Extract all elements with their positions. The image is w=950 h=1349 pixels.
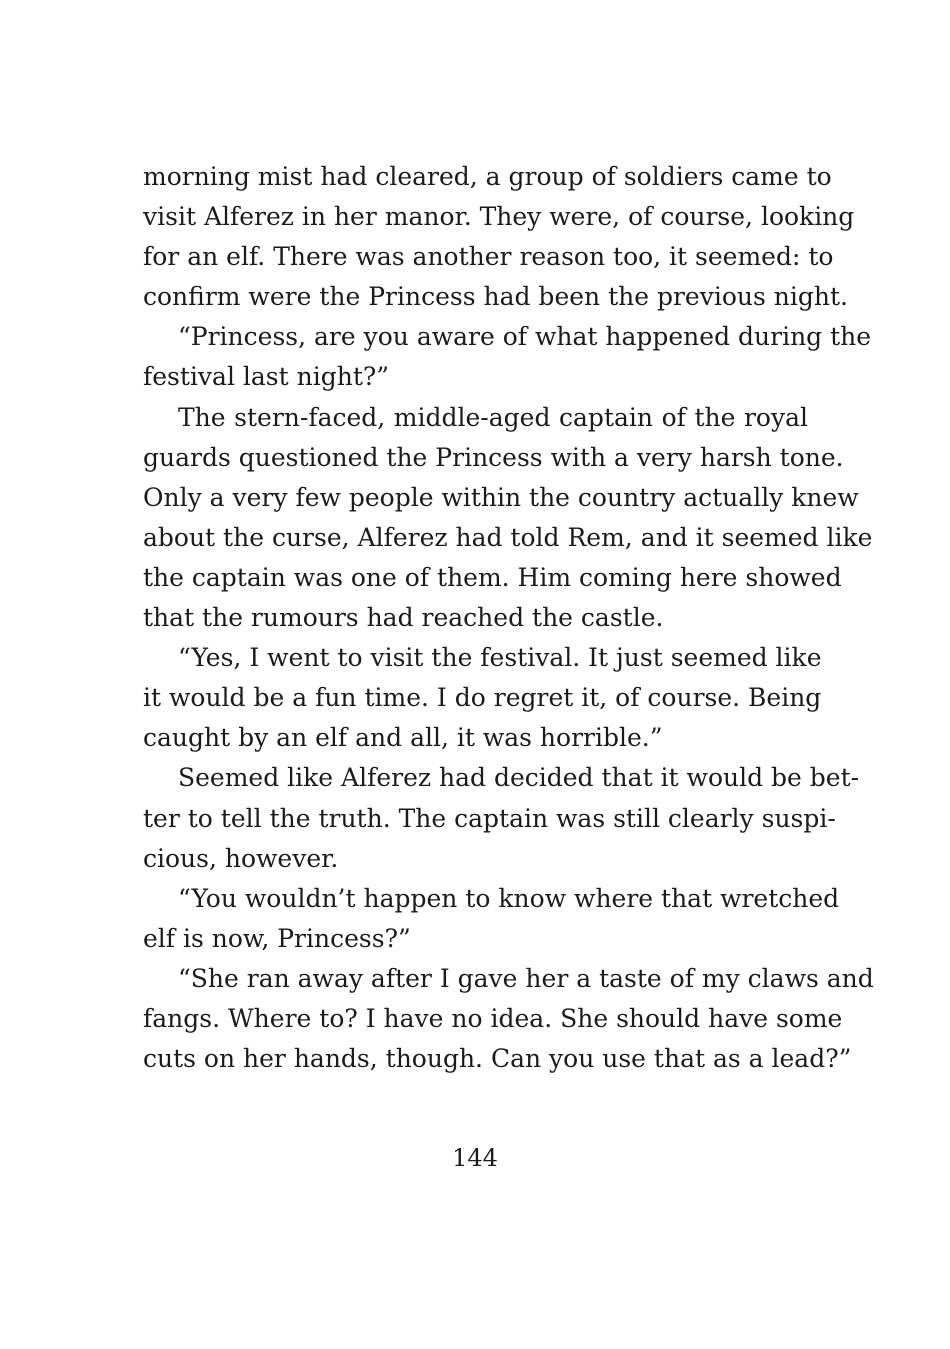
text-line: festival last night?” <box>143 362 390 392</box>
text-line: “Princess, are you aware of what happened during the <box>178 322 872 352</box>
body-text <box>143 157 874 1079</box>
text-line: cious, however. <box>143 843 339 873</box>
paragraph <box>143 959 874 1079</box>
text-line: fangs. Where to? I have no idea. She should have some <box>143 1003 843 1033</box>
paragraph <box>143 317 872 397</box>
text-line: caught by an elf and all, it was horrible.” <box>143 723 663 753</box>
text-line: visit Alferez in her manor. They were, of course, looking <box>143 202 855 232</box>
text-line: the captain was one of them. Him coming here showed <box>143 562 842 592</box>
text-line: ter to tell the truth. The captain was still clearly suspi- <box>143 803 836 833</box>
text-line: it would be a fun time. I do regret it, of course. Being <box>143 683 822 713</box>
text-line: Seemed like Alferez had decided that it would be bet- <box>178 763 860 793</box>
text-line: “You wouldn’t happen to know where that wretched <box>178 883 840 913</box>
text-line: “Yes, I went to visit the festival. It just seemed like <box>178 643 822 673</box>
paragraph <box>143 157 855 317</box>
text-line: Only a very few people within the country actually knew <box>143 482 859 512</box>
text-line: confirm were the Princess had been the previous night. <box>143 282 848 312</box>
text-line: guards questioned the Princess with a very harsh tone. <box>143 442 844 472</box>
text-line: The stern-faced, middle-aged captain of the royal <box>178 402 808 432</box>
page-number: 144 <box>452 1144 498 1172</box>
text-line: “She ran away after I gave her a taste of my claws and <box>178 963 874 993</box>
text-line: elf is now, Princess?” <box>143 923 411 953</box>
text-line: about the curse, Alferez had told Rem, and it seemed like <box>143 522 873 552</box>
text-line: cuts on her hands, though. Can you use that as a lead?” <box>143 1044 852 1074</box>
text-line: morning mist had cleared, a group of soldiers came to <box>143 162 832 191</box>
text-line: that the rumours had reached the castle. <box>143 603 664 633</box>
paragraph <box>143 879 840 959</box>
text-line: for an elf. There was another reason too, it seemed: to <box>143 242 834 272</box>
paragraph <box>143 398 873 639</box>
paragraph <box>143 758 860 878</box>
paragraph <box>143 638 822 758</box>
